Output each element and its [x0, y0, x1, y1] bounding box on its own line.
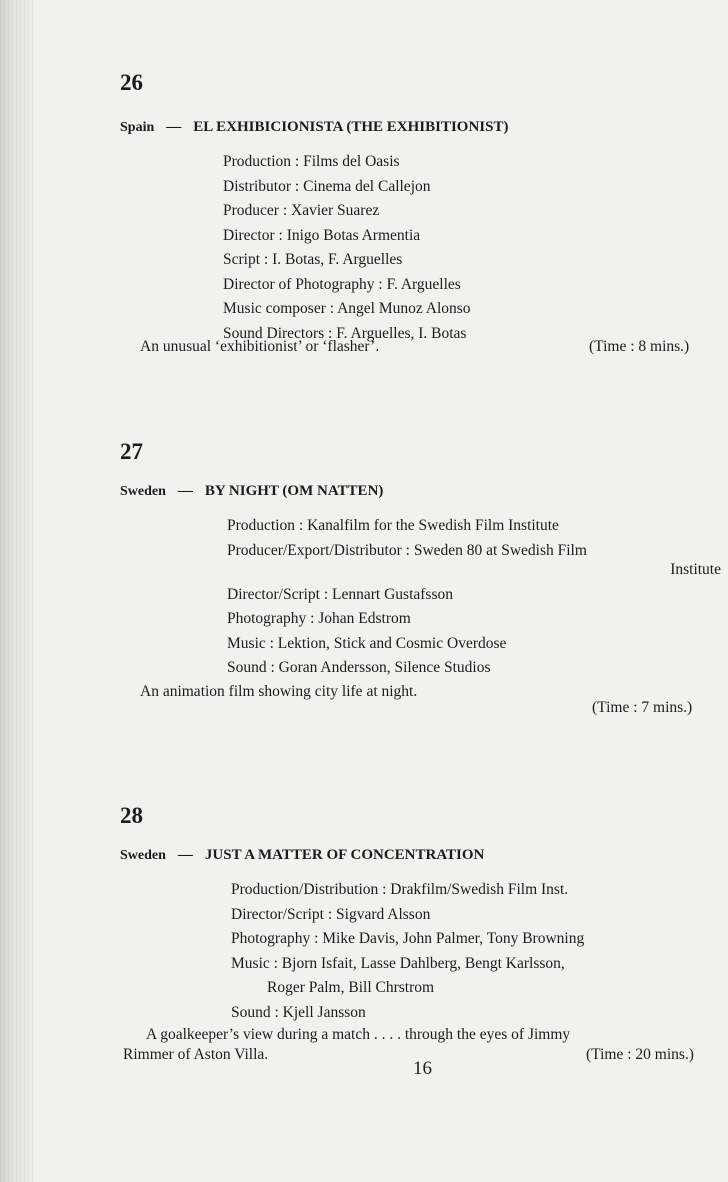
entry-country: Sweden — [120, 848, 166, 863]
entry-credits — [223, 150, 471, 346]
entry-title: JUST A MATTER OF CONCENTRATION — [204, 847, 485, 863]
credit-line: Music : Lektion, Stick and Cosmic Overdose — [227, 634, 507, 652]
entry-title: EL EXHIBICIONISTA (THE EXHIBITIONIST) — [193, 119, 509, 135]
entry-number: 27 — [120, 439, 143, 464]
credit-line: Script : I. Botas, F. Arguelles — [223, 251, 403, 268]
credit-line: Production : Films del Oasis — [223, 153, 400, 170]
entry-heading — [120, 118, 509, 137]
entry-synopsis: An unusual ‘exhibitionist’ or ‘flasher’. — [140, 338, 380, 355]
credit-line: Producer/Export/Distributor : Sweden 80 at Swedish Film — [227, 541, 587, 559]
credit-line: Producer : Xavier Suarez — [223, 202, 380, 219]
entry-heading — [120, 846, 484, 865]
entry-dash: — — [177, 483, 193, 499]
credit-line: Music : Bjorn Isfait, Lasse Dahlberg, Bengt Karlsson, — [231, 954, 565, 972]
credit-line: Sound : Goran Andersson, Silence Studios — [227, 659, 491, 676]
credit-line: Photography : Johan Edstrom — [227, 610, 411, 627]
entry-running-time: (Time : 20 mins.) — [586, 1046, 694, 1063]
credit-line: Director : Inigo Botas Armentia — [223, 226, 421, 244]
credit-line: Distributor : Cinema del Callejon — [223, 177, 431, 195]
credit-line: Production/Distribution : Drakfilm/Swedish Film Inst. — [231, 881, 569, 898]
entry-synopsis: An animation film showing city life at night. — [140, 683, 418, 700]
credit-line: Sound Directors : F. Arguelles, I. Botas — [223, 324, 467, 342]
entry-synopsis-line-2: Rimmer of Aston Villa. — [123, 1046, 269, 1063]
credit-line-continuation: Institute — [670, 561, 721, 578]
entry-synopsis-line-1: A goalkeeper’s view during a match . . . . through the eyes of Jimmy — [146, 1026, 571, 1043]
entry-number: 28 — [120, 803, 143, 828]
entry-dash: — — [177, 847, 193, 863]
page-number: 16 — [413, 1058, 432, 1079]
credit-line: Production : Kanalfilm for the Swedish Film Institute — [227, 517, 559, 534]
entry-country: Sweden — [120, 484, 166, 499]
credit-line: Music composer : Angel Munoz Alonso — [223, 300, 471, 317]
entry-credits — [231, 878, 584, 1025]
credit-line: Sound : Kjell Jansson — [231, 1003, 366, 1021]
entry-title: BY NIGHT (OM NATTEN) — [204, 483, 384, 499]
entry-running-time: (Time : 8 mins.) — [589, 338, 690, 355]
credit-line-continuation: Roger Palm, Bill Chrstrom — [267, 979, 435, 996]
credit-line: Director/Script : Lennart Gustafsson — [227, 585, 453, 603]
entry-credits — [227, 514, 721, 681]
book-binding-edge — [0, 0, 34, 1182]
entry-heading — [120, 482, 383, 501]
entry-number: 26 — [120, 70, 143, 95]
entry-country: Spain — [120, 120, 155, 135]
entry-running-time: (Time : 7 mins.) — [592, 699, 693, 716]
credit-line: Director/Script : Sigvard Alsson — [231, 905, 431, 923]
credit-line: Director of Photography : F. Arguelles — [223, 275, 461, 293]
credit-line: Photography : Mike Davis, John Palmer, Tony Browning — [231, 930, 585, 947]
entry-dash: — — [166, 119, 182, 135]
